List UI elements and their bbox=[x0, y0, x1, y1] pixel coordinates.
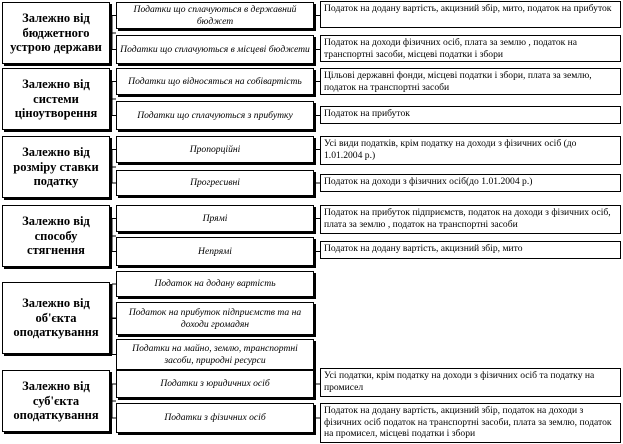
tax-description-box: Податок на додану вартість, акцизний збір, мито bbox=[320, 241, 621, 259]
tax-description-box: Податок на прибуток підприємств, податок на доходи з фізичних осіб, плата за землю , податок на транспортні засоби bbox=[320, 205, 621, 234]
tax-type-box: Непрямі bbox=[116, 237, 314, 266]
tax-description-box: Податок на прибуток bbox=[320, 106, 621, 124]
tax-description-box: Усі податки, крім податку на доходи з фізичних осіб та податку на промисел bbox=[320, 368, 621, 397]
tax-type-box: Прогресивні bbox=[116, 170, 314, 196]
tax-description-box: Податок на додану вартість, акцизний збір, податок на доходи з фізичних осіб податок на транспортні засоби, плата за землю, податок на промисел, місцеві податки і збори bbox=[320, 403, 621, 443]
tax-type-box: Податки що сплачуються в місцеві бюджети bbox=[116, 35, 314, 64]
category-box: Залежно від способу стягнення bbox=[2, 205, 110, 267]
tax-type-box: Податок на прибуток підприємств та на доходи громадян bbox=[116, 302, 314, 335]
tax-description-box: Податок на доходи фізичних осіб, плата за землю , податок на транспортні засоби, місцеві податки і збори bbox=[320, 35, 621, 62]
tax-type-box: Податки з юридичних осіб bbox=[116, 370, 314, 398]
tax-type-box: Прямі bbox=[116, 205, 314, 232]
tax-type-box: Податок на додану вартість bbox=[116, 271, 314, 297]
tax-description-box: Податок на додану вартість, акцизний збір, мито, податок на прибуток bbox=[320, 1, 621, 28]
category-box: Залежно від бюджетного устрою держави bbox=[2, 2, 110, 64]
tax-description-box: Цільові державні фонди, місцеві податки і збори, плата за землю, податок на транспортні засоби bbox=[320, 68, 621, 95]
tax-type-box: Податки на майно, землю, транспортні засоби, природні ресурси bbox=[116, 339, 314, 370]
tax-type-box: Податки що сплачуються з прибутку bbox=[116, 101, 314, 130]
category-box: Залежно від об'єкта оподаткування bbox=[2, 282, 110, 354]
category-box: Залежно від розміру ставки податку bbox=[2, 136, 110, 198]
category-box: Залежно від системи ціноутворення bbox=[2, 68, 110, 130]
tax-type-box: Податки що відносяться на собівартість bbox=[116, 68, 314, 95]
tax-type-box: Податки що сплачуються в державний бюджет bbox=[116, 2, 314, 29]
category-box: Залежно від суб'єкта оподаткування bbox=[2, 370, 110, 432]
tax-type-box: Пропорційні bbox=[116, 136, 314, 163]
tax-description-box: Усі види податків, крім податку на доходи з фізичних осіб (до 1.01.2004 р.) bbox=[320, 136, 621, 165]
tax-description-box: Податок на доходи з фізичних осіб(до 1.01.2004 р.) bbox=[320, 174, 621, 192]
tax-type-box: Податки з фізичних осіб bbox=[116, 403, 314, 433]
